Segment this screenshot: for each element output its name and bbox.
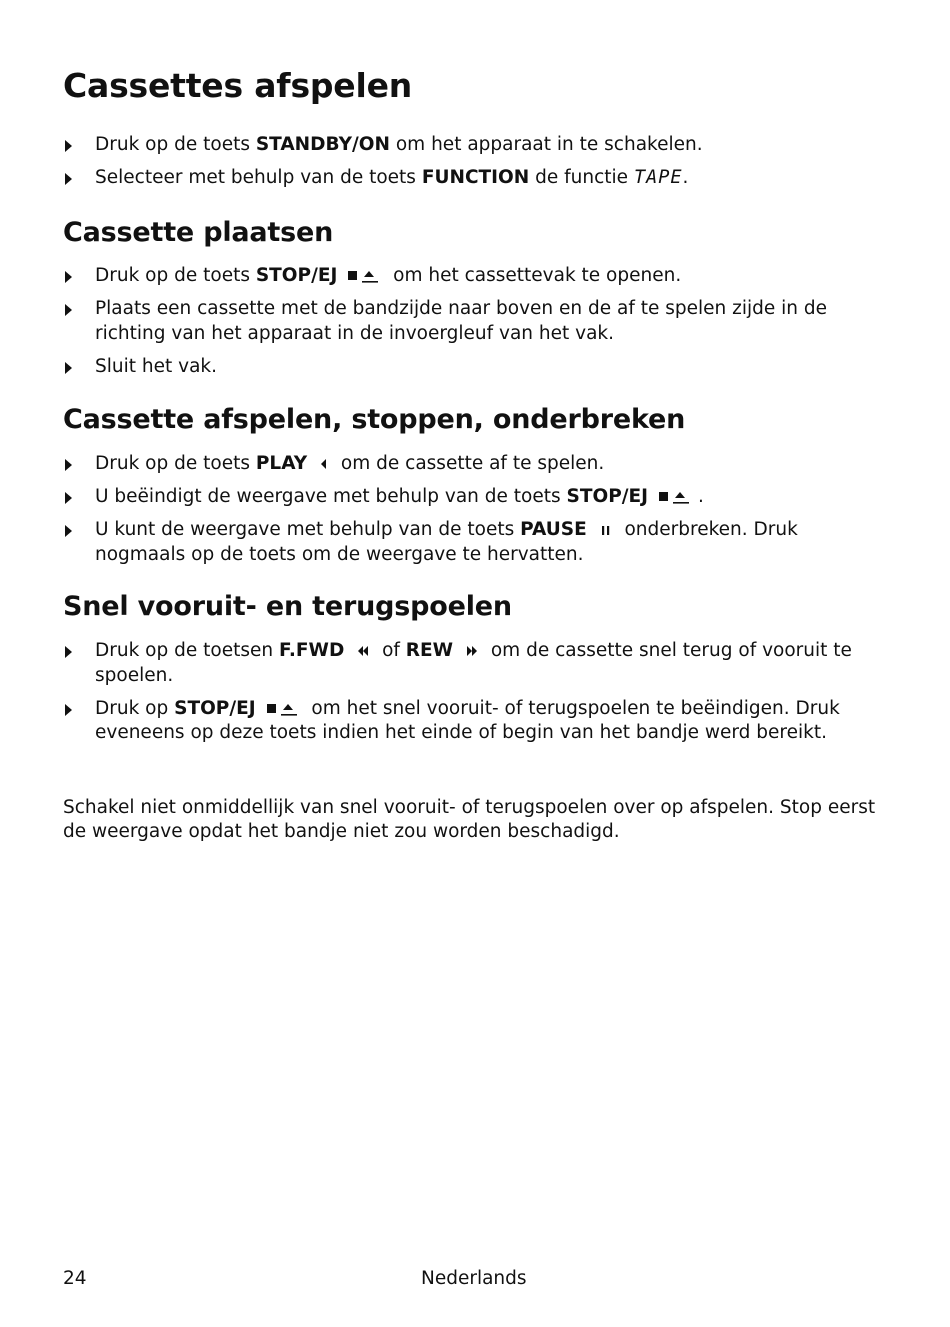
list-item: U kunt de weergave met behulp van de toets PAUSE onderbreken. Druk nogmaals op de toets om de weergave te hervatten.: [63, 518, 883, 567]
note-paragraph: Schakel niet onmiddellijk van snel vooruit- of terugspoelen over op afspelen. Stop eerst de weergave opdat het bandje niet zou worden beschadigd.: [63, 796, 876, 842]
key-label: STANDBY/ON: [255, 134, 390, 155]
bullet-arrow-icon: [65, 704, 72, 716]
list-item: Druk op de toets STANDBY/ON om het apparaat in te schakelen.: [63, 133, 883, 158]
footer-language: Nederlands: [421, 1268, 527, 1289]
bullet-arrow-icon: [65, 304, 72, 316]
section-heading: Cassette afspelen, stoppen, onderbreken: [63, 404, 686, 435]
bullet-arrow-icon: [65, 140, 72, 152]
stop-eject-icon: [347, 267, 383, 285]
page-title: Cassettes afspelen: [63, 66, 413, 105]
stop-eject-icon: [266, 700, 302, 718]
bullet-arrow-icon: [65, 492, 72, 504]
fast-forward-icon: [354, 643, 372, 659]
section-list: [63, 264, 883, 388]
section-list: [63, 639, 883, 754]
list-item: Druk op STOP/EJ om het snel vooruit- of terugspoelen te beëindigen. Druk eveneens op deze toets indien het einde of begin van het bandje werd bereikt.: [63, 697, 883, 746]
key-label: STOP/EJ: [566, 486, 649, 507]
bullet-arrow-icon: [65, 525, 72, 537]
bullet-arrow-icon: [65, 362, 72, 374]
section-heading: Snel vooruit- en terugspoelen: [63, 591, 512, 622]
bullet-arrow-icon: [65, 173, 72, 185]
lcd-display-text: TAPE: [633, 167, 683, 188]
list-item: Druk op de toets PLAY om de cassette af te spelen.: [63, 452, 883, 477]
list-item: Druk op de toets STOP/EJ om het cassettevak te openen.: [63, 264, 883, 289]
key-label: F.FWD: [278, 640, 345, 661]
intro-list: [63, 133, 883, 199]
key-label: PAUSE: [520, 519, 587, 540]
stop-eject-icon: [658, 488, 694, 506]
list-item: Sluit het vak.: [63, 355, 883, 380]
list-item: Plaats een cassette met de bandzijde naar boven en de af te spelen zijde in de richting van het apparaat in de invoergleuf van het vak.: [63, 297, 883, 346]
list-item: U beëindigt de weergave met behulp van de toets STOP/EJ .: [63, 485, 883, 510]
key-label: STOP/EJ: [255, 265, 338, 286]
list-item: Druk op de toetsen F.FWD of REW om de cassette snel terug of vooruit te spoelen.: [63, 639, 883, 688]
section-heading: Cassette plaatsen: [63, 217, 334, 248]
play-icon: [317, 456, 331, 472]
bullet-arrow-icon: [65, 459, 72, 471]
key-label: FUNCTION: [421, 167, 530, 188]
rewind-icon: [463, 643, 481, 659]
key-label: STOP/EJ: [174, 697, 256, 719]
section-list: [63, 452, 883, 576]
bullet-arrow-icon: [65, 271, 72, 283]
page-number: 24: [63, 1268, 87, 1289]
pause-icon: [597, 522, 615, 538]
bullet-arrow-icon: [65, 646, 72, 658]
key-label: REW: [405, 640, 454, 661]
list-item: Selecteer met behulp van de toets FUNCTION de functie TAPE.: [63, 166, 883, 191]
key-label: PLAY: [255, 453, 308, 474]
